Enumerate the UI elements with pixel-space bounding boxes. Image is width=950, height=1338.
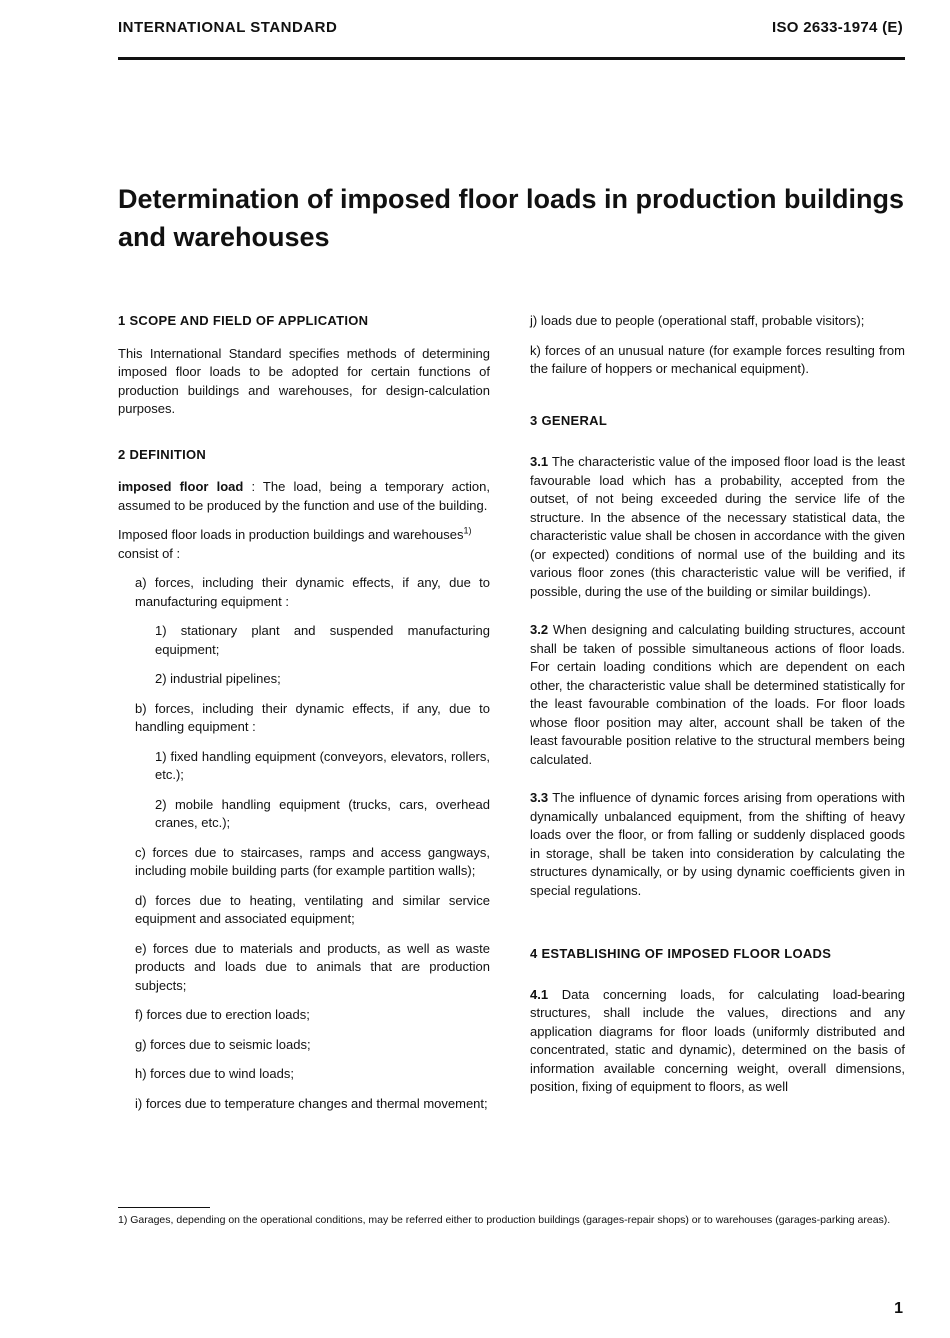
list-item-h: h) forces due to wind loads; xyxy=(135,1066,294,1081)
loads-intro xyxy=(118,526,490,563)
section-1-heading: 1 SCOPE AND FIELD OF APPLICATION xyxy=(118,313,369,328)
list-item-b1: 1) fixed handling equipment (conveyors, elevators, rollers, etc.); xyxy=(155,748,490,782)
section-4-heading: 4 ESTABLISHING OF IMPOSED FLOOR LOADS xyxy=(530,946,832,961)
right-column xyxy=(530,312,905,1108)
header-standard-number: ISO 2633-1974 (E) xyxy=(771,19,903,36)
list-item-g: g) forces due to seismic loads; xyxy=(135,1036,311,1052)
section-3-heading: 3 GENERAL xyxy=(530,412,608,428)
clause-3-1-number: 3.1 xyxy=(530,454,549,469)
clause-3-1-text: The characteristic value of the imposed floor load is the least favourable load which has a probability, accepted from the outset, of not being exceeded during the service life of the structure. In the absence of the necessary statistical data, the characteristic value shall be chosen in accordance with the given (or expected) conditions of normal use of the building and its various floor zones (this characteristic value will be verified, if possible, during the use of the building or similar buildings). xyxy=(530,454,905,599)
header-rule xyxy=(118,57,905,60)
footnote: 1) Garages, depending on the operational conditions, may be referred either to production buildings (garages-repair shops) or to warehouses (garages-parking areas). xyxy=(118,1214,891,1226)
list-item-k: k) forces of an unusual nature (for example forces resulting from the failure of hoppers or mechanical equipment). xyxy=(530,342,905,376)
loads-intro-text: Imposed floor loads in production buildings and warehouses xyxy=(118,527,464,542)
clause-4-1-text: Data concerning loads, for calculating load-bearing structures, shall include the values, directions and any application diagrams for floor loads (uniformly distributed and concentrated, static and dynamic), determined on the basis of information available concerning weight, overall dimensions, position, fixing of equipment to floors, as well xyxy=(530,986,905,1094)
list-item-j: j) loads due to people (operational staff, probable visitors); xyxy=(530,313,865,328)
footnote-rule xyxy=(118,1207,210,1208)
definition-paragraph xyxy=(118,478,490,515)
page-number: 1 xyxy=(894,1300,903,1317)
list-item-f: f) forces due to erection loads; xyxy=(135,1007,310,1022)
clause-3-1 xyxy=(530,453,905,601)
clause-3-2 xyxy=(530,621,905,769)
clause-3-2-number: 3.2 xyxy=(530,622,549,637)
clause-3-3 xyxy=(530,789,905,900)
list-item-e: e) forces due to materials and products, as well as waste products and loads due to animals that are production subjects; xyxy=(135,940,490,993)
section-2-heading: 2 DEFINITION xyxy=(118,446,207,462)
header-standard-type: INTERNATIONAL STANDARD xyxy=(118,19,338,36)
list-item-a2: 2) industrial pipelines; xyxy=(155,671,281,686)
list-item-a: a) forces, including their dynamic effects, if any, due to manufacturing equipment : xyxy=(135,575,490,609)
clause-3-3-number: 3.3 xyxy=(530,790,549,805)
list-item-c: c) forces due to staircases, ramps and access gangways, including mobile building parts (for example partition walls); xyxy=(135,844,490,878)
list-item-a1: 1) stationary plant and suspended manufacturing equipment; xyxy=(155,623,490,657)
clause-3-2-text: When designing and calculating building structures, account shall be taken of possible simultaneous actions of floor loads. For certain loading conditions which are dependent on each other, the characteristic value shall be determined statistically for the least favourable combination of the loads. For floor loads whose floor position may alter, account shall be taken of the least favourable position relative to the structural members being calculated. xyxy=(530,622,905,767)
left-column xyxy=(118,312,490,1124)
document-title: Determination of imposed floor loads in production buildings and warehouses xyxy=(118,184,904,252)
definition-text: : The load, being a temporary action, assumed to be produced by the function and use of the building. xyxy=(118,479,490,513)
list-item-b2: 2) mobile handling equipment (trucks, cars, overhead cranes, etc.); xyxy=(155,796,490,830)
list-item-i: i) forces due to temperature changes and thermal movement; xyxy=(135,1095,488,1111)
loads-intro-end: consist of : xyxy=(118,545,181,561)
clause-4-1-number: 4.1 xyxy=(530,986,549,1002)
clause-3-3-text: The influence of dynamic forces arising from operations with dynamically unbalanced equipment, from the shifting of heavy loads over the floor, or from falling or suddenly displaced goods in storage, shall be taken into consideration by calculating the structures dynamically, or by using dynamic coefficients given in special regulations. xyxy=(530,790,905,898)
footnote-ref: 1) xyxy=(463,525,472,536)
clause-4-1 xyxy=(530,986,905,1097)
section-1-text: This International Standard specifies methods of determining imposed floor loads to be adopted for certain functions of production buildings and warehouses, for design-calculation purposes. xyxy=(118,345,490,416)
list-item-d: d) forces due to heating, ventilating and similar service equipment and associated equipment; xyxy=(135,892,490,926)
definition-term: imposed floor load xyxy=(118,479,244,494)
list-item-b: b) forces, including their dynamic effects, if any, due to handling equipment : xyxy=(135,700,490,734)
